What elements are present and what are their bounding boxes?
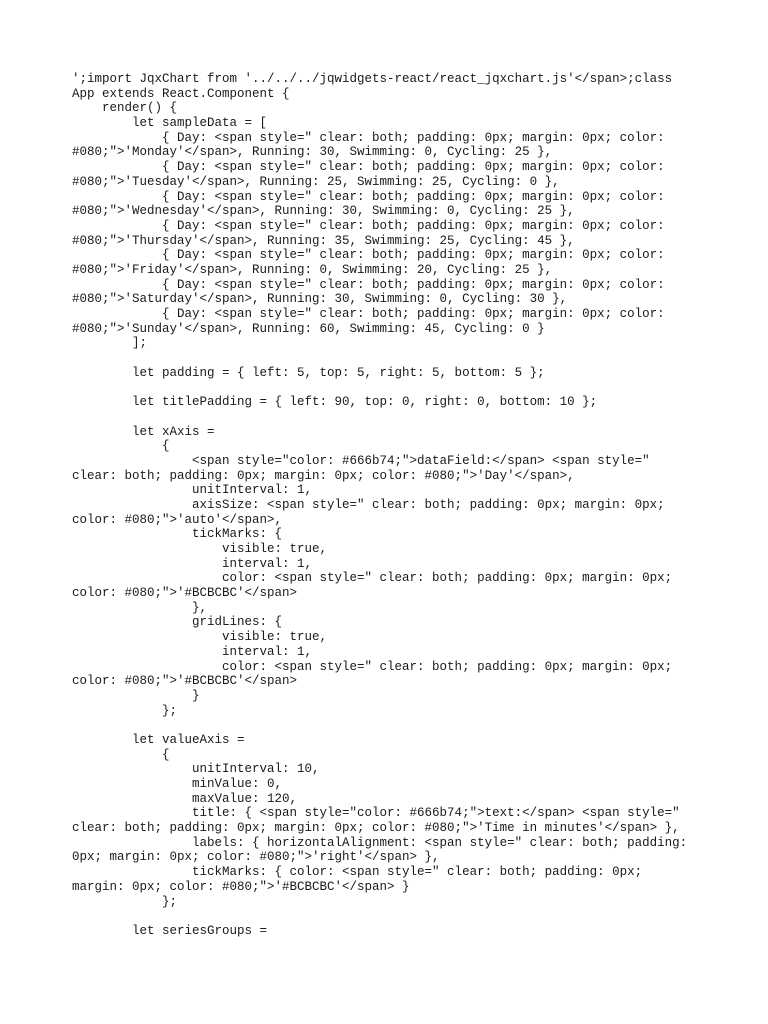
code-line: render() { [72,101,178,116]
code-line: let xAxis = [72,424,215,439]
code-line: color: #080;">'#BCBCBC'</span> [72,674,298,689]
code-line: { Day: <span style=" clear: both; padding: 0px; margin: 0px; color: [72,218,665,233]
code-line: { Day: <span style=" clear: both; padding: 0px; margin: 0px; color: [72,277,665,292]
code-line: let padding = { left: 5, top: 5, right: 5, bottom: 5 }; [72,365,545,380]
code-line [72,410,702,425]
code-line: { Day: <span style=" clear: both; padding: 0px; margin: 0px; color: [72,307,665,321]
code-line [72,718,702,733]
code-line: interval: 1, [72,556,313,571]
code-line: let seriesGroups = [72,923,268,938]
code-line: let valueAxis = [72,732,245,747]
code-line: { [72,747,170,762]
code-line: let sampleData = [ [72,116,268,131]
code-line: #080;">'Wednesday'</span>, Running: 30, Swimming: 0, Cycling: 25 }, [72,204,575,219]
code-line: { Day: <span style=" clear: both; padding: 0px; margin: 0px; color: [72,160,665,175]
code-line: { Day: <span style=" clear: both; padding: 0px; margin: 0px; color: [72,130,665,145]
code-line: visible: true, [72,630,328,645]
code-line: }; [72,703,178,718]
code-line [72,909,702,924]
code-line: unitInterval: 1, [72,483,313,498]
code-line: color: #080;">'auto'</span>, [72,512,283,527]
code-line: maxValue: 120, [72,791,298,806]
code-line: #080;">'Monday'</span>, Running: 30, Swimming: 0, Cycling: 25 }, [72,145,553,160]
code-line: { Day: <span style=" clear: both; padding: 0px; margin: 0px; color: [72,189,665,204]
code-line: interval: 1, [72,644,313,659]
code-line: #080;">'Sunday'</span>, Running: 60, Swimming: 45, Cycling: 0 } [72,321,545,336]
code-line: ';import JqxChart from '../../../jqwidgets-react/react_jqxchart.js'</span>;class [72,72,673,86]
code-line: let titlePadding = { left: 90, top: 0, right: 0, bottom: 10 }; [72,395,598,410]
code-line: #080;">'Thursday'</span>, Running: 35, Swimming: 25, Cycling: 45 }, [72,233,575,248]
code-line: #080;">'Tuesday'</span>, Running: 25, Swimming: 25, Cycling: 0 }, [72,174,560,189]
code-line: gridLines: { [72,615,283,630]
code-line: }, [72,600,208,615]
code-line: title: { <span style="color: #666b74;">text:</span> <span style=" [72,806,680,821]
code-line: visible: true, [72,542,328,556]
code-line: color: <span style=" clear: both; padding: 0px; margin: 0px; [72,659,673,674]
code-line: <span style="color: #666b74;">dataField:</span> <span style=" [72,453,650,468]
code-line: { [72,439,170,454]
code-line: tickMarks: { color: <span style=" clear: both; padding: 0px; [72,865,643,880]
code-line: clear: both; padding: 0px; margin: 0px; color: #080;">'Day'</span>, [72,468,575,483]
code-line: { Day: <span style=" clear: both; padding: 0px; margin: 0px; color: [72,248,665,263]
code-line [72,351,702,366]
code-line: minValue: 0, [72,777,283,791]
code-line: clear: both; padding: 0px; margin: 0px; color: #080;">'Time in minutes'</span> }, [72,821,680,836]
code-line: ]; [72,336,148,351]
code-line: unitInterval: 10, [72,762,320,777]
code-line: } [72,688,200,703]
code-line: 0px; margin: 0px; color: #080;">'right'</span> }, [72,850,440,865]
code-line: color: #080;">'#BCBCBC'</span> [72,586,298,601]
code-line: App extends React.Component { [72,86,290,101]
code-line: color: <span style=" clear: both; padding: 0px; margin: 0px; [72,571,673,586]
code-listing [72,72,702,939]
code-line: #080;">'Friday'</span>, Running: 0, Swimming: 20, Cycling: 25 }, [72,262,553,277]
code-line: tickMarks: { [72,527,283,542]
code-line: }; [72,894,178,909]
code-line: labels: { horizontalAlignment: <span style=" clear: both; padding: [72,835,688,850]
code-line [72,380,702,395]
code-line: #080;">'Saturday'</span>, Running: 30, Swimming: 0, Cycling: 30 }, [72,292,568,307]
code-line: margin: 0px; color: #080;">'#BCBCBC'</span> } [72,879,410,894]
code-line: axisSize: <span style=" clear: both; padding: 0px; margin: 0px; [72,497,665,512]
